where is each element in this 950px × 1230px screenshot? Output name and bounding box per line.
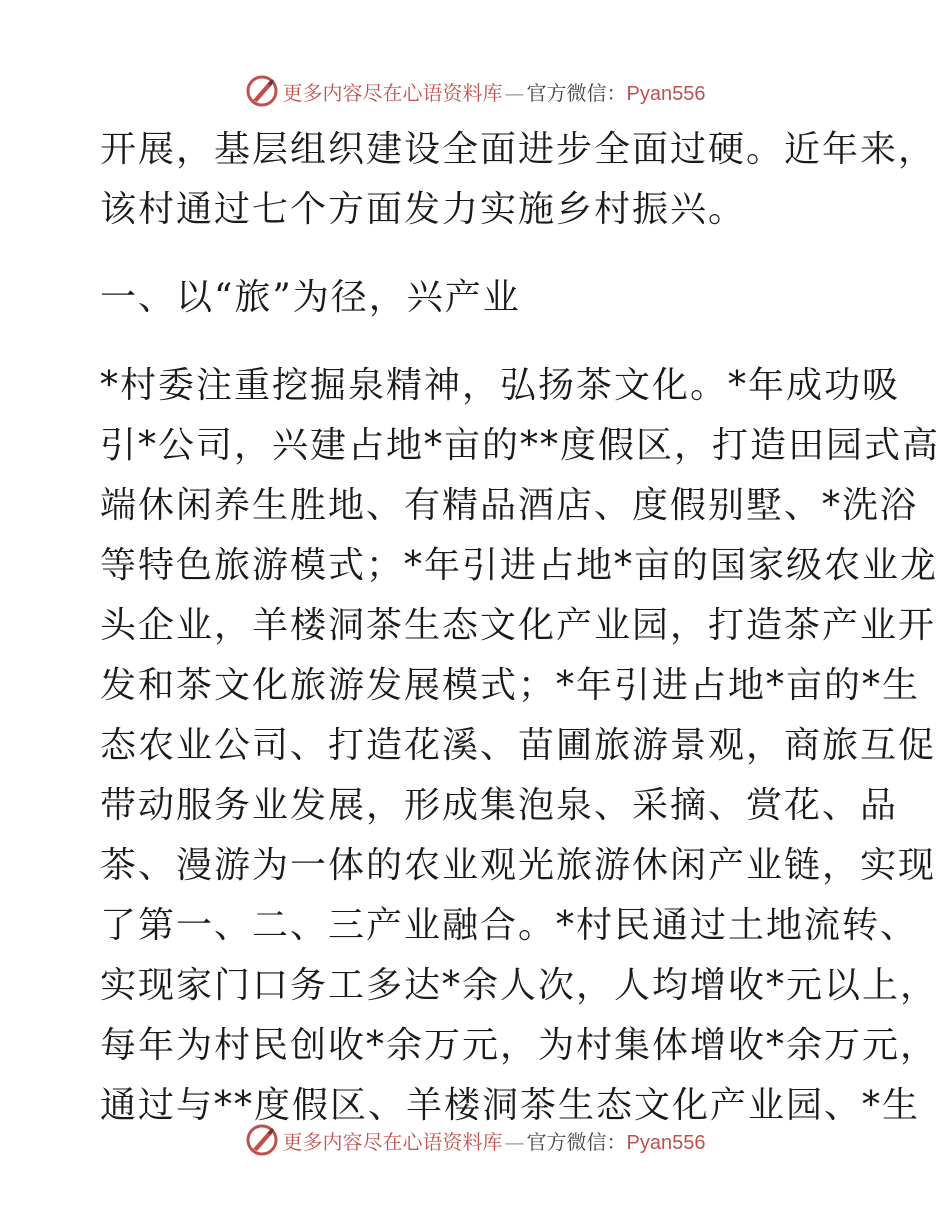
body-line: 带动服务业发展，形成集泡泉、采摘、赏花、品	[100, 785, 899, 826]
document-body	[100, 120, 941, 1136]
body-line: 端休闲养生胜地、有精品酒店、度假别墅、*洗浴	[100, 485, 919, 526]
body-line: 态农业公司、打造花溪、苗圃旅游景观，商旅互促	[100, 725, 937, 766]
watermark-text	[283, 1126, 706, 1155]
body-line: 了第一、二、三产业融合。*村民通过土地流转、	[100, 905, 919, 946]
intro-line: 开展，基层组织建设全面进步全面过硬。近年来，	[100, 129, 937, 170]
intro-line: 该村通过七个方面发力实施乡村振兴。	[100, 189, 747, 230]
body-line: 头企业，羊楼洞茶生态文化产业园，打造茶产业开	[100, 605, 937, 646]
body-line: 通过与**度假区、羊楼洞茶生态文化产业园、*生	[100, 1085, 921, 1126]
brush-logo-icon	[245, 74, 279, 108]
body-line: 发和茶文化旅游发展模式；*年引进占地*亩的*生	[100, 665, 921, 706]
section-heading: 一、以“旅”为径，兴产业	[100, 277, 521, 318]
paragraph-gap	[100, 240, 860, 268]
header-watermark	[0, 71, 950, 111]
watermark-label: 官方微信：	[526, 1129, 627, 1154]
body-line: *村委注重挖掘泉精神，弘扬茶文化。*年成功吸	[100, 365, 901, 406]
footer-watermark	[0, 1120, 950, 1160]
body-line: 每年为村民创收*余万元，为村集体增收*余万元，	[100, 1025, 939, 1066]
watermark-wechat-id: Pyan556	[626, 1131, 706, 1154]
body-line: 实现家门口务工多达*余人次，人均增收*元以上，	[100, 965, 939, 1006]
body-line: 引*公司，兴建占地*亩的**度假区，打造田园式高	[100, 425, 941, 466]
paragraph-gap	[100, 328, 860, 356]
watermark-wechat-id: Pyan556	[626, 82, 706, 105]
watermark-dash: —	[504, 1129, 525, 1154]
watermark-dash: —	[504, 80, 525, 105]
body-line: 等特色旅游模式；*年引进占地*亩的国家级农业龙	[100, 545, 939, 586]
brush-logo-icon	[245, 1123, 279, 1157]
watermark-brand: 更多内容尽在心语资料库	[282, 80, 503, 105]
watermark-text	[283, 77, 706, 106]
body-line: 茶、漫游为一体的农业观光旅游休闲产业链，实现	[100, 845, 937, 886]
watermark-brand: 更多内容尽在心语资料库	[282, 1129, 503, 1154]
watermark-label: 官方微信：	[526, 80, 627, 105]
